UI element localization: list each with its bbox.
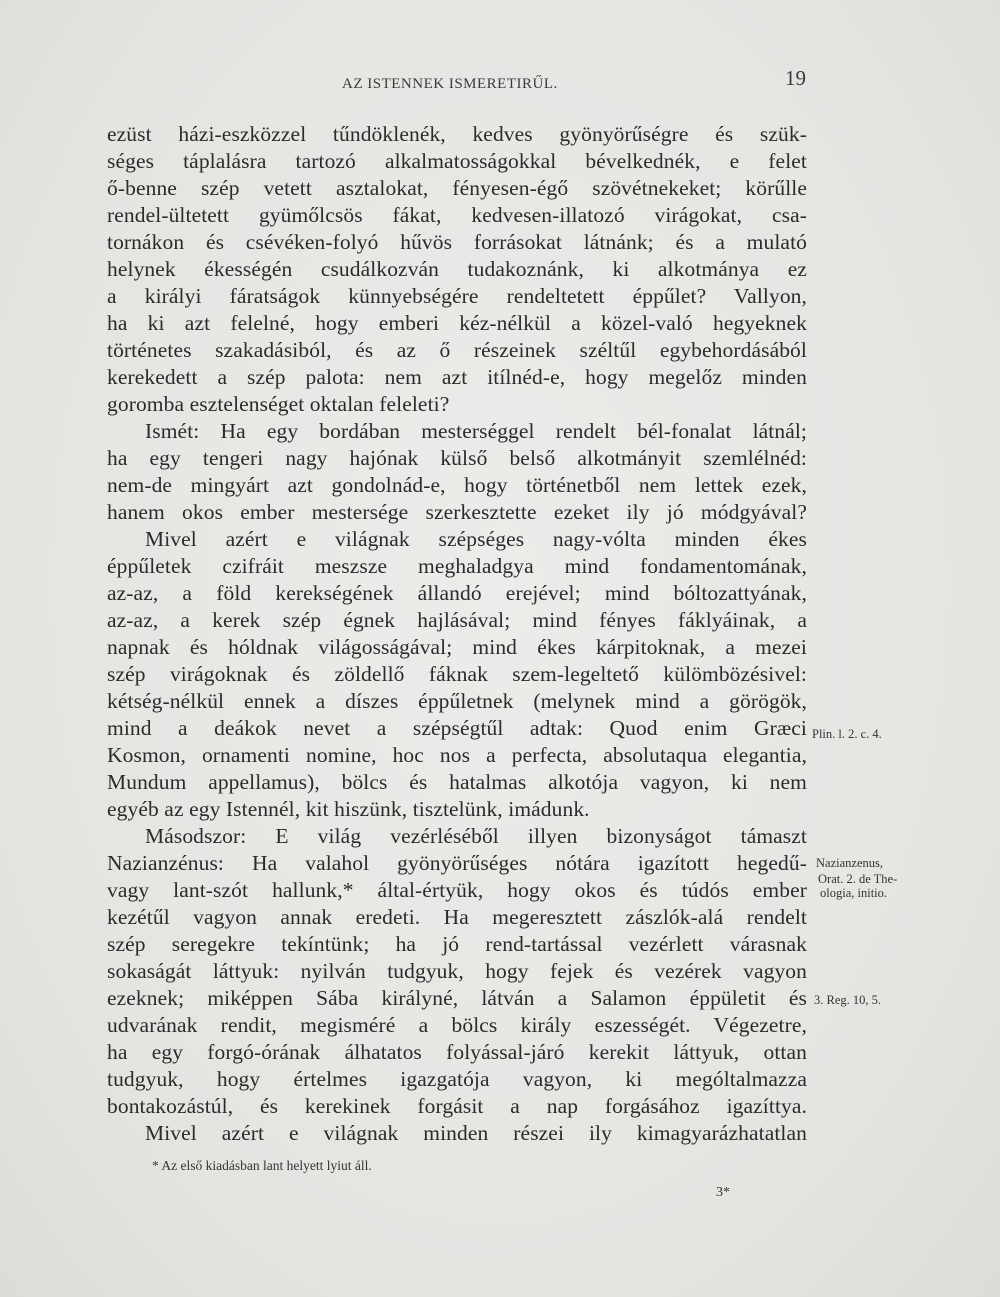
text-line: mind a deákok nevet a szépségtűl adtak: Quod enim Græci (107, 716, 807, 740)
printer-signature: 3* (716, 1185, 730, 1200)
text-line: vagy lant-szót hallunk,* által-értyük, hogy okos és túdós ember (107, 878, 807, 902)
text-line: a királyi fáratságok künnyebségére rendeltetett éppűlet? Vallyon, (107, 284, 807, 308)
text-line: ha ki azt felelné, hogy emberi kéz-nélkül a közel-való hegyeknek (107, 311, 807, 335)
text-line: történetes szakadásiból, és az ő részeinek széltűl egybehordásából (107, 338, 807, 362)
text-line: Kosmon, ornamenti nomine, hoc nos a perfecta, absolutaqua elegantia, (107, 743, 807, 767)
page-number: 19 (785, 66, 806, 90)
text-line: helynek ékességén csudálkozván tudakoznánk, ki alkotmánya ez (107, 257, 807, 281)
marginal-note-oratio: Orat. 2. de The- (818, 872, 898, 886)
text-line: egyéb az egy Istennél, kit hiszünk, tisztelünk, imádunk. (107, 797, 590, 821)
text-line: szép seregekre tekíntünk; ha jó rend-tartással vezérlett várasnak (107, 932, 807, 956)
text-line: az-az, a kerek szép égnek hajlásával; mind fényes fáklyáinak, a (107, 608, 807, 632)
text-line: udvarának rendit, megisméré a bölcs király eszességét. Végezetre, (107, 1013, 807, 1037)
text-line: sokaságát láttyuk: nyilván tudgyuk, hogy fejek és vezérek vagyon (107, 959, 807, 983)
text-line: éppűletek czifráit meszsze meghaladgya mind fondamentomának, (107, 554, 807, 578)
body-text (107, 121, 807, 1147)
running-head: AZ ISTENNEK ISMERETIRŰL. (342, 76, 558, 92)
text-line: napnak és hóldnak világosságával; mind ékes kárpitoknak, a mezei (107, 635, 807, 659)
marginal-note-regum: 3. Reg. 10, 5. (814, 993, 882, 1007)
text-line: ő-benne szép vetett asztalokat, fényesen-égő szövétnekeket; körűlle (107, 176, 807, 200)
marginal-note-plin: Plin. l. 2. c. 4. (812, 727, 882, 741)
marginal-note-nazianzenus: Nazianzenus, (816, 856, 883, 870)
text-line: Másodszor: E világ vezérléséből illyen bizonyságot támaszt (145, 824, 807, 848)
text-line: Mundum appellamus), bölcs és hatalmas alkotója vagyon, ki nem (107, 770, 807, 794)
text-line: kétség-nélkül ennek a díszes éppűletnek (melynek mind a görögök, (107, 689, 807, 713)
text-line: Mivel azért e világnak szépséges nagy-vólta minden ékes (145, 527, 807, 551)
text-line: Mivel azért e világnak minden részei ily kimagyarázhatatlan (145, 1121, 807, 1145)
text-line: goromba esztelenséget oktalan feleleti? (107, 392, 450, 416)
text-line: Nazianzénus: Ha valahol gyönyörűséges nótára igazított hegedű- (107, 851, 807, 875)
text-line: ha egy forgó-órának álhatatos folyással-járó kerekit láttyuk, ottan (107, 1040, 807, 1064)
text-line: rendel-ültetett gyümőlcsös fákat, kedvesen-illatozó virágokat, csa- (107, 203, 807, 227)
text-line: tudgyuk, hogy értelmes igazgatója vagyon, ki mególtalmazza (107, 1067, 807, 1091)
text-line: bontakozástúl, és kerekinek forgásit a nap forgásához igazíttya. (107, 1094, 807, 1118)
text-line: séges táplalásra tartozó alkalmatosságokkal bévelkednék, e felet (107, 149, 807, 173)
text-line: az-az, a föld kerekségének állandó erejével; mind bóltozattyának, (107, 581, 807, 605)
text-line: ezüst házi-eszközzel tűndöklenék, kedves gyönyörűségre és szük- (107, 122, 807, 146)
text-line: kezétűl vagyon annak eredeti. Ha megeresztett zászlók-alá rendelt (107, 905, 807, 929)
text-line: ezeknek; miképpen Sába királyné, látván a Salamon éppületit és (107, 986, 807, 1010)
text-line: Ismét: Ha egy bordában mesterséggel rendelt bél-fonalat látnál; (145, 419, 807, 443)
text-line: tornákon és csévéken-folyó hűvös forrásokat látnánk; és a mulató (107, 230, 807, 254)
text-line: ha egy tengeri nagy hajónak külső belső alkotmányit szemlélnéd: (107, 446, 807, 470)
text-line: nem-de mingyárt azt gondolnád-e, hogy történetből nem lettek ezek, (107, 473, 807, 497)
text-line: hanem okos ember mestersége szerkesztette ezeket ily jó módgyával? (107, 500, 807, 524)
footnote: * Az első kiadásban lant helyett lyiut áll. (152, 1158, 372, 1173)
text-line: szép virágoknak és zöldellő fáknak szem-legeltető külömbözésivel: (107, 662, 807, 686)
marginal-note-theologia: ologia, initio. (820, 886, 888, 900)
text-line: kerekedett a szép palota: nem azt itílnéd-e, hogy megelőz minden (107, 365, 807, 389)
